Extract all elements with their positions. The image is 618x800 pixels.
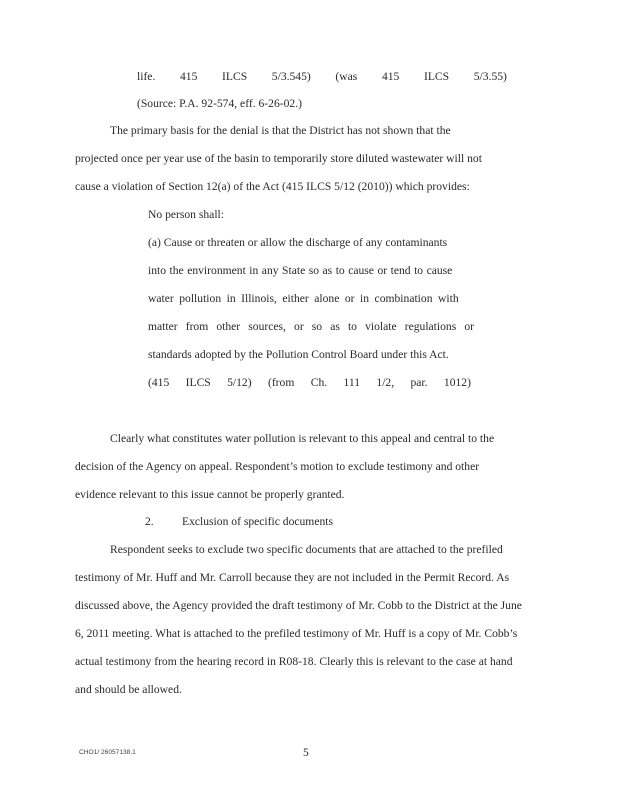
carryover-token: (was [335, 70, 358, 83]
citation-token: Ch. [310, 376, 328, 389]
carryover-token: 5/3.55) [473, 70, 507, 83]
paragraph-3-line: and should be allowed. [75, 683, 182, 696]
paragraph-3-line: testimony of Mr. Huff and Mr. Carroll because they are not included in the Permit Record. As [75, 571, 510, 584]
source-note: (Source: P.A. 92-574, eff. 6-26-02.) [137, 97, 302, 110]
carryover-token: 415 [180, 70, 198, 83]
paragraph-1-line: projected once per year use of the basin to temporarily store diluted wastewater will not [75, 152, 482, 165]
carryover-token: 5/3.545) [271, 70, 311, 83]
citation-token: par. [410, 376, 428, 389]
quote-line: into the environment in any State so as to cause or tend to cause [148, 264, 453, 277]
paragraph-2-line: evidence relevant to this issue cannot be properly granted. [75, 488, 345, 501]
paragraph-2-line: decision of the Agency on appeal. Respondent’s motion to exclude testimony and other [75, 460, 480, 473]
quote-line-text: (a) Cause or threaten or allow the discharge of any contaminants [148, 236, 448, 249]
section-title: Exclusion of specific documents [182, 515, 334, 528]
paragraph-3-line: actual testimony from the hearing record in R08-18. Clearly this is relevant to the case at hand [75, 655, 513, 668]
citation-token: 1/2, [376, 376, 395, 389]
quote-line: water pollution in Illinois, either alone or in combination with [148, 292, 459, 305]
paragraph-3-line: Respondent seeks to exclude two specific documents that are attached to the prefiled [110, 543, 503, 556]
paragraph-1-line: cause a violation of Section 12(a) of the Act (415 ILCS 5/12 (2010)) which provides: [75, 180, 470, 193]
quote-intro: No person shall: [148, 208, 224, 221]
quote-line [148, 236, 481, 250]
carryover-token: ILCS [222, 70, 248, 83]
paragraph-2-line: Clearly what constitutes water pollution is relevant to this appeal and central to the [110, 432, 495, 445]
paragraph-3-line: 6, 2011 meeting. What is attached to the prefiled testimony of Mr. Huff is a copy of Mr. Cobb’s [75, 627, 518, 640]
citation-token: (415 [148, 376, 170, 389]
carryover-token: life. [137, 70, 156, 83]
citation-token: 1012) [443, 376, 471, 389]
citation-token: 111 [343, 376, 361, 389]
page-number: 5 [303, 747, 309, 759]
paragraph-3-line: discussed above, the Agency provided the draft testimony of Mr. Cobb to the District at the June [75, 599, 522, 612]
document-id: CHO1/ 26057138.1 [79, 749, 136, 756]
carryover-token: 415 [381, 70, 400, 83]
citation-token: ILCS [185, 376, 211, 389]
carryover-line [137, 70, 507, 84]
quote-line: standards adopted by the Pollution Control Board under this Act. [148, 348, 449, 361]
quote-citation [148, 376, 471, 390]
carryover-token: ILCS [423, 70, 450, 83]
citation-token: 5/12) [227, 376, 252, 389]
paragraph-1-line: The primary basis for the denial is that the District has not shown that the [110, 124, 451, 137]
quote-line: matter from other sources, or so as to violate regulations or [148, 320, 474, 333]
citation-token: (from [267, 376, 295, 389]
section-number: 2. [145, 515, 154, 528]
